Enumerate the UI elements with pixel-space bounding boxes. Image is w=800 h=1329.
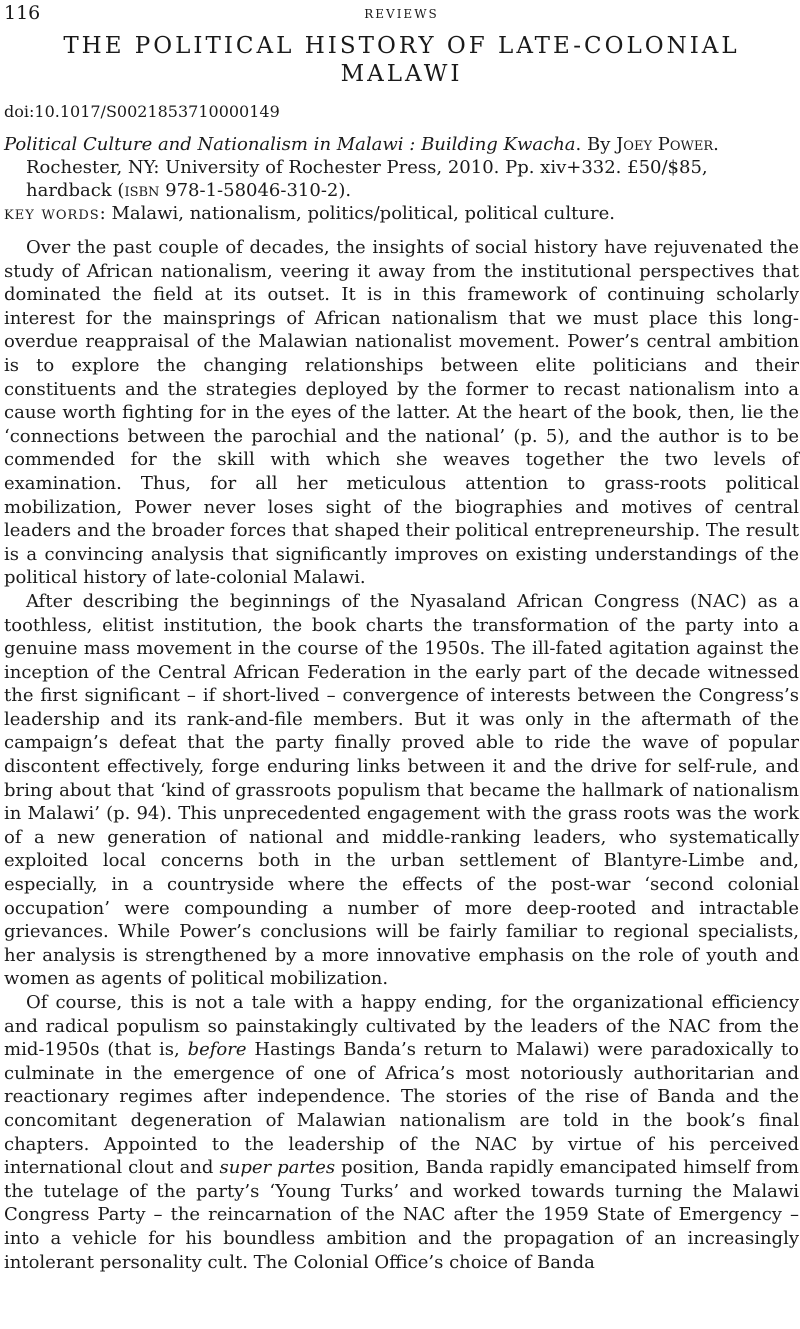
book-title: Political Culture and Nationalism in Malawi : Building Kwacha [4,134,576,155]
article-title: THE POLITICAL HISTORY OF LATE-COLONIAL MALAWI [63,33,740,87]
keywords-label: key words [4,203,100,224]
publication-details: . Rochester, NY: University of Rochester Press, 2010. Pp. xiv+332. £50/$85, hardback ( [26,134,719,201]
keywords-line [4,202,799,225]
citation-by: . By [575,134,617,155]
page-number: 116 [4,2,41,24]
paragraph-3 [4,991,799,1274]
isbn-label: isbn [124,180,160,201]
emphasis-before: before [187,1039,247,1061]
running-head [4,0,799,26]
paragraph-3-part-e: position, Banda rapidly emancipated himself from the tutelage of the party’s ‘Young Turks’ and worked towards turning the Malawi Congress Party – the reincarnation of the NAC after the 1959 State of Emergency – into a vehicle for his boundless ambition and the propagation of an increasingly intolerant personality cult. The Colonial Office’s choice of Banda [4,1157,800,1273]
emphasis-super-partes: super partes [219,1157,336,1179]
paragraph-1: Over the past couple of decades, the insights of social history have rejuvenated the study of African nationalism, veering it away from the institutional perspectives that dominated the field at its outset. It is in this framework of continuing scholarly interest for the mainsprings of African nationalism that we must place this long-overdue reappraisal of the Malawian nationalist movement. Power’s central ambition is to explore the changing relationships between elite politicians and their constituents and the strategies deployed by the former to recast nationalism into a cause worth fighting for in the eyes of the latter. At the heart of the book, then, lie the ‘connections between the parochial and the national’ (p. 5), and the author is to be commended for the skill with which she weaves together the two levels of examination. Thus, for all her meticulous attention to grass-roots political mobilization, Power never loses sight of the biographies and motives of central leaders and the broader forces that shaped their political entrepreneurship. The result is a convincing analysis that significantly improves on existing understandings of the political history of late-colonial Malawi. [4,237,799,589]
paragraph-3-part-c: Hastings Banda’s return to Malawi) were paradoxically to culminate in the emergence of one of Africa’s most notoriously authoritarian and reactionary regimes after independence. The stories of the rise of Banda and the concomitant degeneration of Malawian nationalism are told in the book’s final chapters. Appointed to the leadership of the NAC by virtue of his perceived international clout and [4,1039,799,1179]
review-body [4,236,799,1274]
isbn-number: 978-1-58046-310-2). [159,180,352,201]
paragraph-3-part-a: Of course, this is not a tale with a happy ending, for the organizational efficiency and radical populism so painstakingly cultivated by the leaders of the NAC from the mid-1950s (that is, [4,992,799,1061]
book-author: Joey Power [616,134,714,155]
section-name: reviews [364,3,439,23]
keywords-text: : Malawi, nationalism, politics/political, political culture. [99,203,615,224]
book-citation [4,133,799,202]
doi-link[interactable]: doi:10.1017/S0021853710000149 [4,102,280,121]
paragraph-2: After describing the beginnings of the Nyasaland African Congress (NAC) as a toothless, elitist institution, the book charts the transformation of the party into a genuine mass movement in the course of the 1950s. The ill-fated agitation against the inception of the Central African Federation in the early part of the decade witnessed the first significant – if short-lived – convergence of interests between the Congress’s leadership and its rank-and-file members. But it was only in the aftermath of the campaign’s defeat that the party finally proved able to ride the wave of popular discontent effectively, forge enduring links between it and the drive for self-rule, and bring about that ‘kind of grassroots populism that became the hallmark of nationalism in Malawi’ (p. 94). This unprecedented engagement with the grass roots was the work of a new generation of national and middle-ranking leaders, who systematically exploited local concerns both in the urban settlement of Blantyre-Limbe and, especially, in a countryside where the effects of the post-war ‘second colonial occupation’ were compounding a number of more deep-rooted and intractable grievances. While Power’s conclusions will be fairly familiar to regional specialists, her analysis is strengthened by a more innovative emphasis on the role of youth and women as agents of political mobilization. [4,590,799,990]
